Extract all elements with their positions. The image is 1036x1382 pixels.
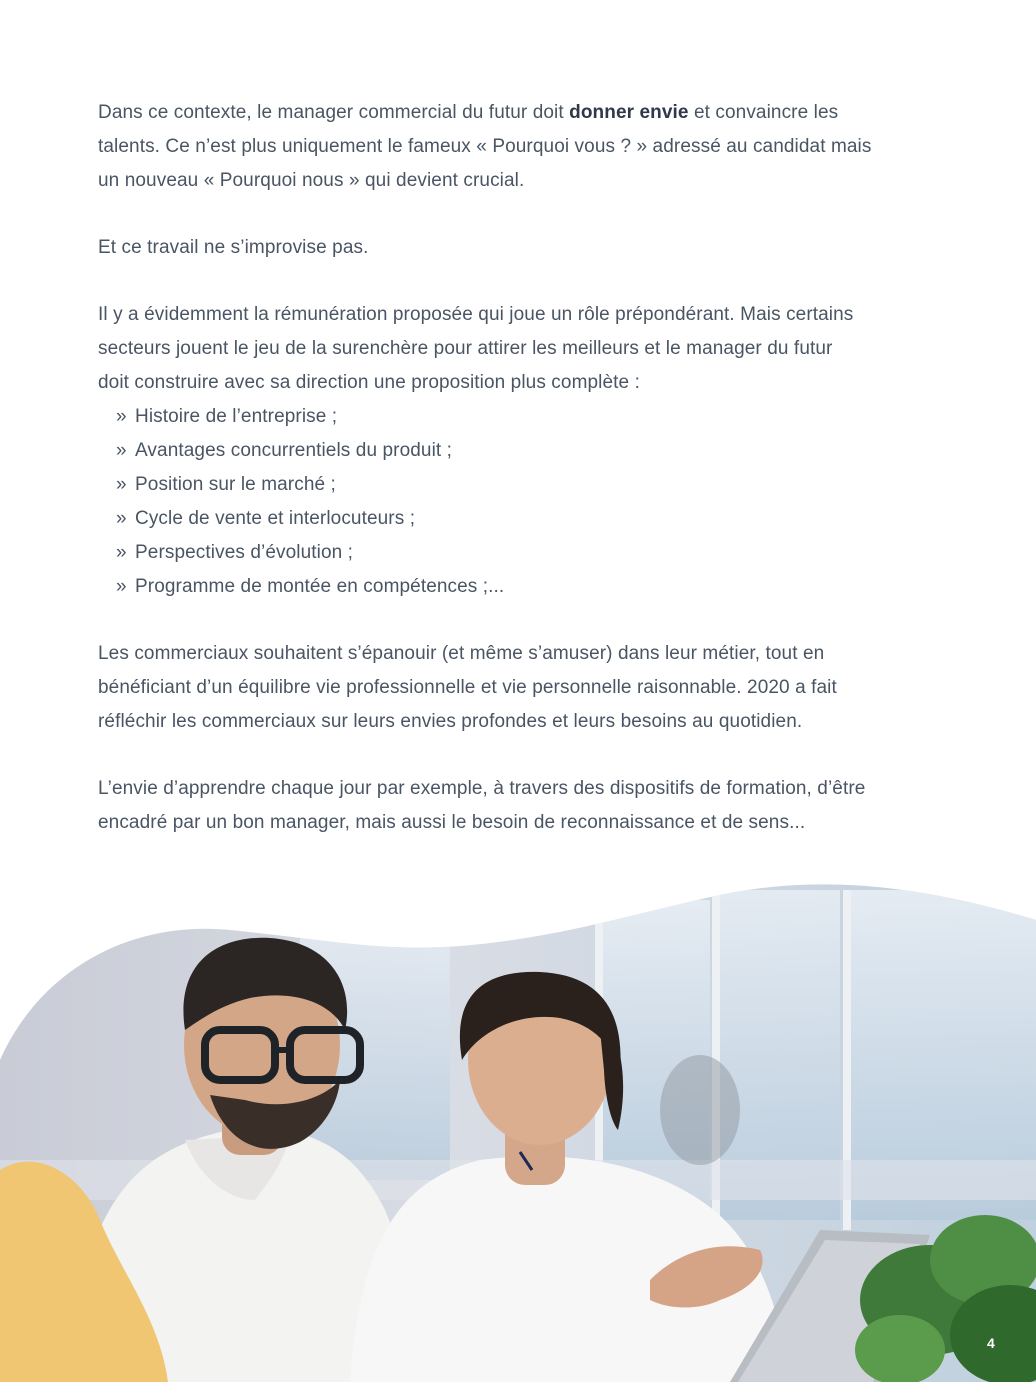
bullet-marker: » bbox=[116, 576, 127, 597]
p1-line3: un nouveau « Pourquoi nous » qui devient crucial. bbox=[98, 170, 525, 191]
p5-line1: L’envie d’apprendre chaque jour par exemple, à travers des dispositifs de formation, d’être bbox=[98, 778, 866, 799]
p1-line2: talents. Ce n’est plus uniquement le fameux « Pourquoi vous ? » adressé au candidat mais bbox=[98, 136, 872, 157]
paragraph-2: Et ce travail ne s’improvise pas. bbox=[98, 237, 369, 258]
p3-line3: doit construire avec sa direction une proposition plus complète : bbox=[98, 372, 640, 393]
list-item-text: Histoire de l’entreprise ; bbox=[135, 406, 338, 427]
paragraph-3 bbox=[98, 298, 948, 400]
list-item bbox=[98, 570, 948, 604]
page-number: 4 bbox=[987, 1335, 995, 1351]
list-item bbox=[98, 536, 948, 570]
list-item bbox=[98, 502, 948, 536]
p1-line1-end: et convaincre les bbox=[688, 102, 839, 123]
list-item bbox=[98, 468, 948, 502]
office-photo bbox=[0, 880, 1036, 1382]
p4-line1: Les commerciaux souhaitent s’épanouir (et même s’amuser) dans leur métier, tout en bbox=[98, 643, 825, 664]
p5-line2: encadré par un bon manager, mais aussi le besoin de reconnaissance et de sens... bbox=[98, 812, 806, 833]
bullet-list bbox=[98, 400, 948, 604]
list-item bbox=[98, 400, 948, 434]
paragraph-5 bbox=[98, 772, 948, 840]
p3-line2: secteurs jouent le jeu de la surenchère pour attirer les meilleurs et le manager du futur bbox=[98, 338, 833, 359]
p1-before: Dans ce contexte, le manager commercial du futur doit bbox=[98, 102, 570, 123]
bullet-marker: » bbox=[116, 508, 127, 529]
bullet-marker: » bbox=[116, 542, 127, 563]
bullet-marker: » bbox=[116, 406, 127, 427]
list-item-text: Position sur le marché ; bbox=[135, 474, 336, 495]
list-item-text: Cycle de vente et interlocuteurs ; bbox=[135, 508, 416, 529]
p1-emphasis: donner envie bbox=[569, 102, 689, 123]
paragraph-4 bbox=[98, 637, 948, 739]
bullet-marker: » bbox=[116, 440, 127, 461]
body-text bbox=[98, 96, 948, 840]
p3-line1: Il y a évidemment la rémunération proposée qui joue un rôle prépondérant. Mais certains bbox=[98, 304, 854, 325]
bullet-marker: » bbox=[116, 474, 127, 495]
list-item-text: Perspectives d’évolution ; bbox=[135, 542, 354, 563]
p4-line3: réfléchir les commerciaux sur leurs envies profondes et leurs besoins au quotidien. bbox=[98, 711, 803, 732]
list-item bbox=[98, 434, 948, 468]
list-item-text: Programme de montée en compétences ;... bbox=[135, 576, 505, 597]
photo-content bbox=[0, 880, 1036, 1382]
list-item-text: Avantages concurrentiels du produit ; bbox=[135, 440, 453, 461]
p4-line2: bénéficiant d’un équilibre vie professionnelle et vie personnelle raisonnable. 2020 a fait bbox=[98, 677, 837, 698]
paragraph-1 bbox=[98, 96, 948, 198]
